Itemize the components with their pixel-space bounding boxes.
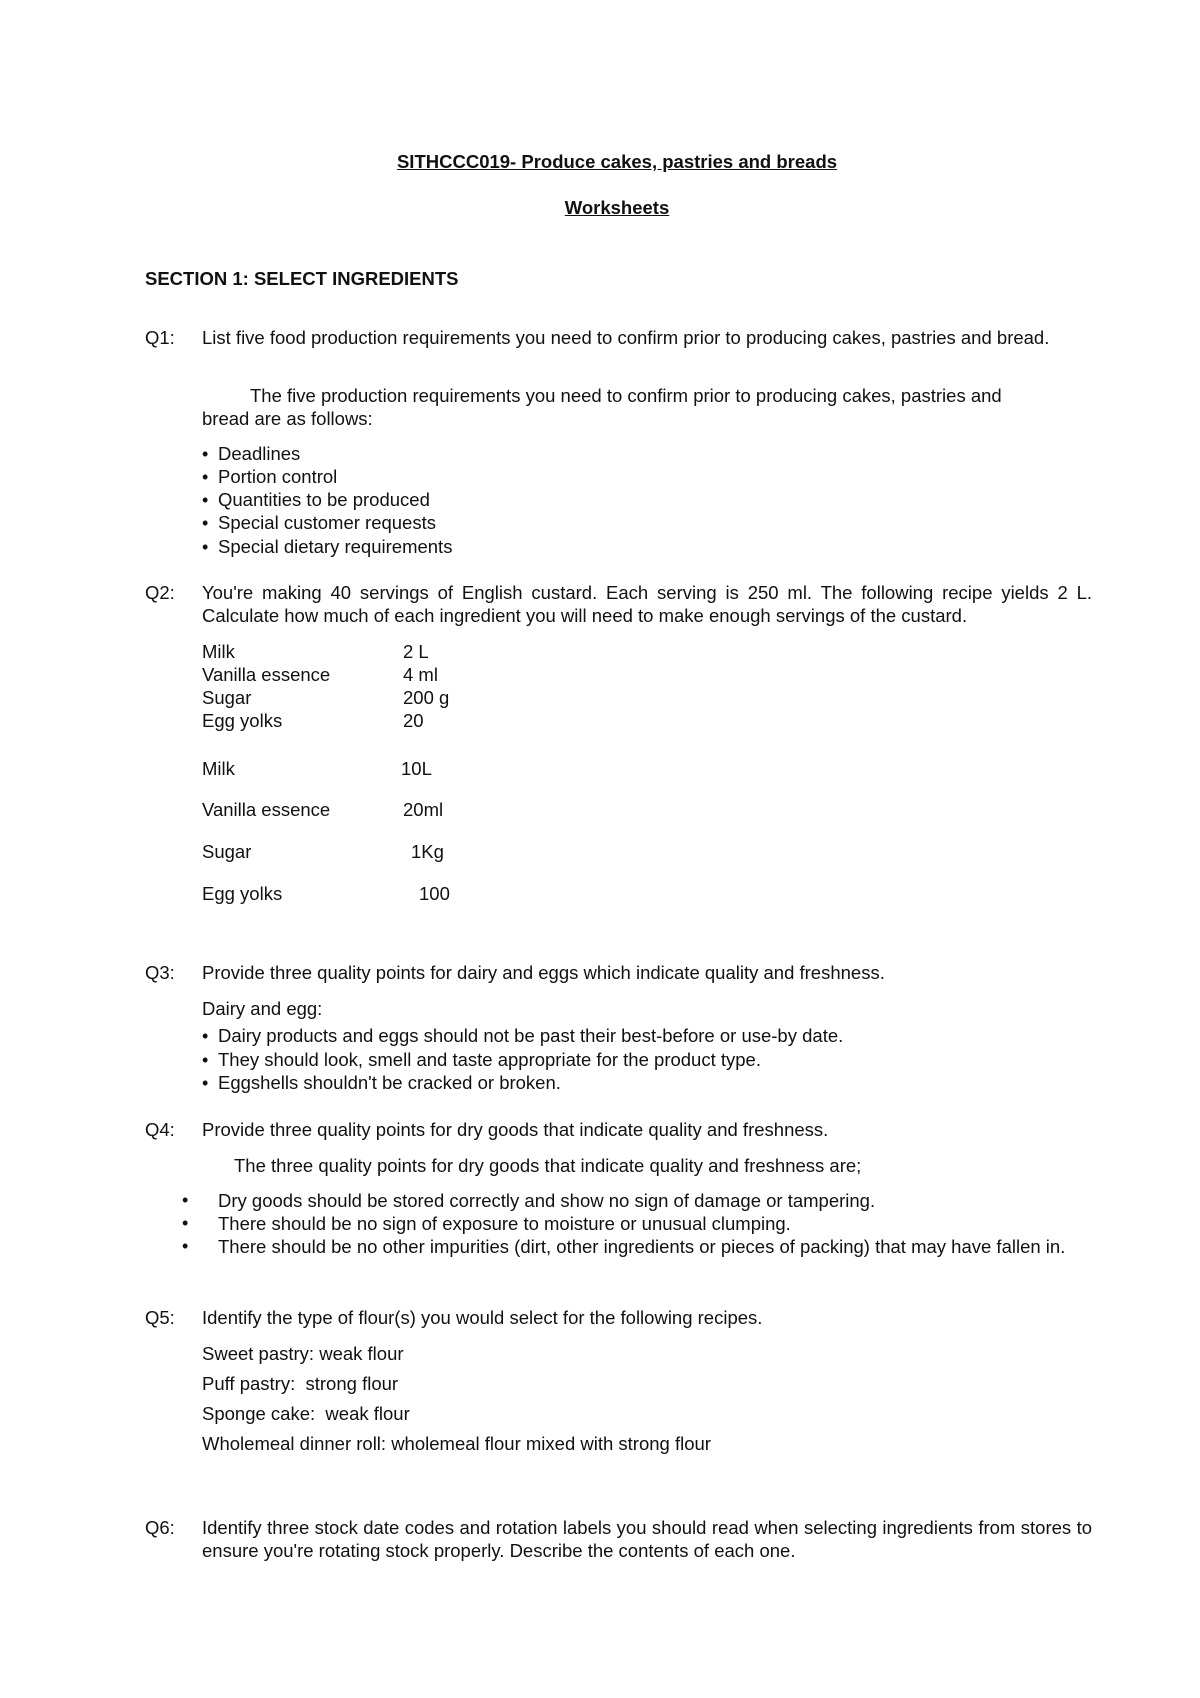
q1-bullet: • Special customer requests [202,511,436,535]
q4-bullet: There should be no other impurities (dirt, other ingredients or pieces of packing) that may have fallen in. [218,1236,1066,1257]
q3-bullet: • Dairy products and eggs should not be past their best-before or use-by date. [202,1024,843,1048]
bullet-dot-icon: • [182,1236,189,1256]
recipe-ingredient: Vanilla essence [202,664,331,685]
document-title: SITHCCC019- Produce cakes, pastries and breads [396,151,838,172]
q1-answer-line1: The five production requirements you need to confirm prior to producing cakes, pastries and [250,385,1002,406]
q1-bullet: • Deadlines [202,442,300,466]
q4-bullet: Dry goods should be stored correctly and show no sign of damage or tampering. [218,1190,876,1211]
q5-text: Identify the type of flour(s) you would select for the following recipes. [202,1307,763,1328]
q4-bullet: There should be no sign of exposure to moisture or unusual clumping. [218,1213,791,1234]
recipe-ingredient: Milk [202,641,235,662]
q6-text: Identify three stock date codes and rotation labels you should read when selecting ingredients from stores to ensure you're rotating stock properly. Describe the contents of each one. [202,1517,1092,1561]
answer-quantity: 20ml [403,799,444,820]
q1-bullet: • Quantities to be produced [202,488,430,512]
recipe-quantity: 200 g [403,687,450,708]
q4-text: Provide three quality points for dry goods that indicate quality and freshness. [202,1119,829,1140]
q3-number: Q3: [145,962,175,983]
document-subtitle: Worksheets [564,197,670,218]
q3-bullet: • Eggshells shouldn't be cracked or broken. [202,1071,561,1095]
answer-ingredient: Milk [202,758,235,779]
recipe-quantity: 20 [403,710,424,731]
q2-text: You're making 40 servings of English custard. Each serving is 250 ml. The following recipe yields 2 L. Calculate how much of each ingredient you will need to make enough servings of the custard. [202,582,1092,626]
section-heading: SECTION 1: SELECT INGREDIENTS [145,268,459,289]
recipe-quantity: 4 ml [403,664,438,685]
q6-number: Q6: [145,1517,175,1538]
answer-ingredient: Vanilla essence [202,799,331,820]
q1-bullet: • Special dietary requirements [202,535,452,559]
answer-ingredient: Sugar [202,841,252,862]
answer-quantity: 10L [401,758,432,779]
q2-number: Q2: [145,582,175,603]
q4-intro: The three quality points for dry goods that indicate quality and freshness are; [234,1155,862,1176]
q1-text: List five food production requirements you need to confirm prior to producing cakes, pastries and bread. [202,327,1050,348]
q5-answer: Wholemeal dinner roll: wholemeal flour mixed with strong flour [202,1433,711,1454]
answer-quantity: 1Kg [411,841,444,862]
recipe-quantity: 2 L [403,641,429,662]
q1-answer-line2: bread are as follows: [202,408,373,429]
q1-number: Q1: [145,327,175,348]
answer-quantity: 100 [419,883,450,904]
q3-text: Provide three quality points for dairy and eggs which indicate quality and freshness. [202,962,885,983]
q1-bullet: • Portion control [202,465,337,489]
bullet-dot-icon: • [182,1190,189,1210]
q4-number: Q4: [145,1119,175,1140]
bullet-dot-icon: • [182,1213,189,1233]
q5-number: Q5: [145,1307,175,1328]
q5-answer: Sweet pastry: weak flour [202,1343,404,1364]
recipe-ingredient: Egg yolks [202,710,283,731]
recipe-ingredient: Sugar [202,687,252,708]
q3-intro: Dairy and egg: [202,998,323,1019]
q5-answer: Sponge cake: weak flour [202,1403,410,1424]
answer-ingredient: Egg yolks [202,883,283,904]
q3-bullet: • They should look, smell and taste appropriate for the product type. [202,1048,761,1072]
q5-answer: Puff pastry: strong flour [202,1373,399,1394]
